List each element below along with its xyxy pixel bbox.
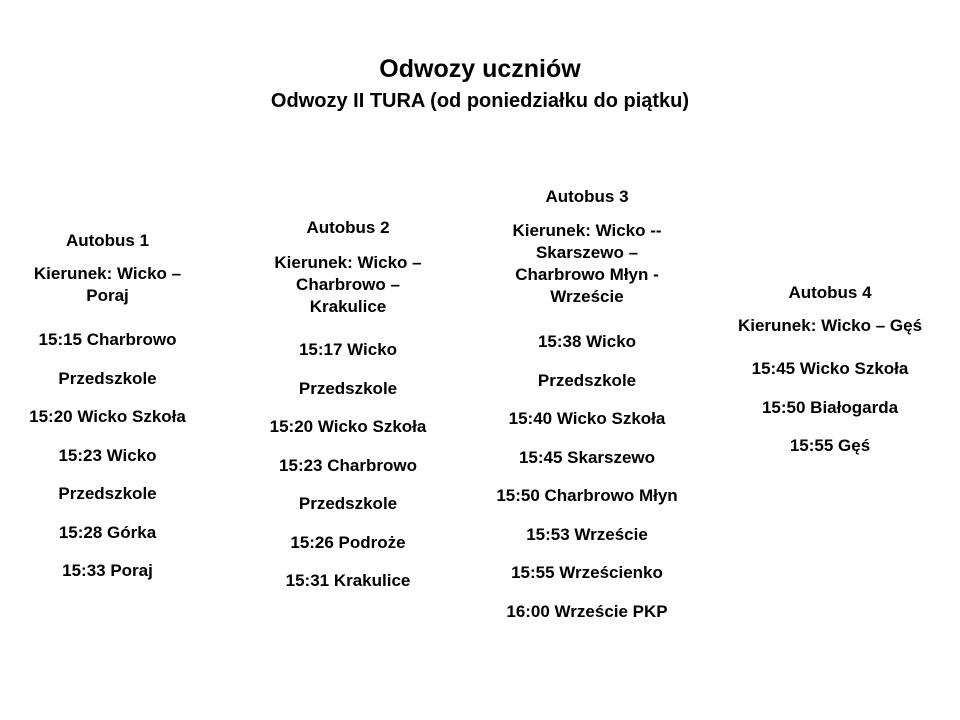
stop-item: 15:17 Wicko bbox=[298, 340, 398, 359]
stop-item: 15:31 Krakulice bbox=[285, 571, 411, 590]
direction-line: Skarszewo – bbox=[535, 243, 639, 262]
bus-4-column bbox=[700, 281, 960, 473]
stop-item: 15:45 Skarszewo bbox=[518, 447, 656, 467]
direction-line: Kierunek: Wicko -- bbox=[512, 221, 662, 240]
stop-item: 15:26 Podroże bbox=[290, 532, 406, 552]
direction-line: Poraj bbox=[86, 286, 129, 305]
stop-item: 15:50 Białogarda bbox=[761, 397, 899, 417]
stop-item: 15:33 Poraj bbox=[62, 561, 153, 580]
stop-list bbox=[0, 328, 215, 583]
direction-line: Charbrowo Młyn - bbox=[515, 265, 659, 284]
bus-name: Autobus 3 bbox=[545, 187, 629, 206]
bus-direction bbox=[0, 263, 215, 307]
stop-list bbox=[700, 357, 960, 458]
page-subtitle: Odwozy II TURA (od poniedziałku do piątku) bbox=[270, 90, 690, 112]
stop-item: Przedszkole bbox=[298, 494, 398, 513]
bus-name: Autobus 1 bbox=[65, 231, 150, 250]
direction-line: Kierunek: Wicko – bbox=[274, 253, 422, 272]
stop-item: 15:28 Górka bbox=[58, 522, 157, 542]
bus-2-column bbox=[248, 216, 448, 608]
bus-name: Autobus 2 bbox=[306, 218, 390, 237]
stop-item: 15:20 Wicko Szkoła bbox=[269, 417, 427, 436]
stop-item: 15:23 Wicko bbox=[58, 445, 157, 465]
direction-line: Krakulice bbox=[309, 297, 387, 316]
stop-item: Przedszkole bbox=[537, 370, 637, 390]
bus-direction bbox=[472, 220, 702, 308]
stop-item: 15:53 Wrzeście bbox=[526, 524, 648, 544]
stop-item: 15:15 Charbrowo bbox=[38, 330, 177, 349]
stop-item: 15:40 Wicko Szkoła bbox=[508, 409, 666, 428]
stop-list bbox=[248, 338, 448, 593]
stop-item: 15:45 Wicko Szkoła bbox=[751, 359, 909, 378]
bus-direction bbox=[248, 252, 448, 318]
page-title: Odwozy uczniów bbox=[379, 55, 581, 83]
stop-item: 15:50 Charbrowo Młyn bbox=[496, 486, 678, 505]
bus-3-column bbox=[472, 185, 702, 638]
stop-item: 15:20 Wicko Szkoła bbox=[29, 407, 186, 426]
direction-line: Kierunek: Wicko – bbox=[33, 264, 182, 283]
stop-item: Przedszkole bbox=[58, 368, 157, 388]
direction-line: Charbrowo – bbox=[296, 275, 400, 294]
bus-direction bbox=[700, 315, 960, 337]
stop-item: Przedszkole bbox=[298, 378, 398, 398]
stop-item: 15:55 Gęś bbox=[789, 436, 871, 455]
stop-list bbox=[472, 330, 702, 624]
stop-item: 15:23 Charbrowo bbox=[279, 455, 417, 475]
bus-name: Autobus 4 bbox=[788, 283, 872, 302]
stop-item: 16:00 Wrzeście PKP bbox=[506, 601, 668, 621]
stop-item: 15:38 Wicko bbox=[537, 332, 637, 351]
stop-item: Przedszkole bbox=[58, 484, 157, 503]
bus-1-column bbox=[0, 229, 215, 598]
direction-line: Wrzeście bbox=[550, 287, 624, 306]
direction-line: Kierunek: Wicko – Gęś bbox=[737, 316, 923, 335]
stop-item: 15:55 Wrześcienko bbox=[511, 563, 663, 582]
